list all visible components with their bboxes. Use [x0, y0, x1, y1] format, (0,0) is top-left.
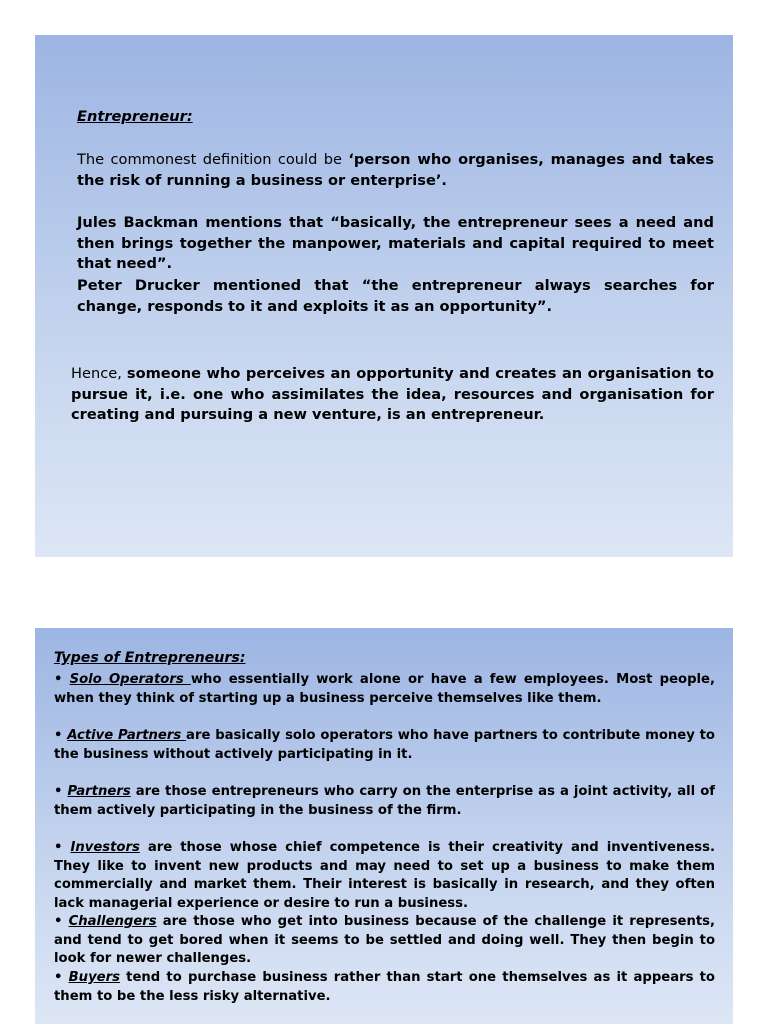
definition-quote: ‘person who organises, manages and takes the risk of running a business or enterprise’. — [77, 151, 714, 189]
bullet: • — [54, 914, 69, 929]
list-item — [54, 671, 715, 708]
slide-types-of-entrepreneurs — [35, 628, 733, 1024]
slide-entrepreneur-definition — [35, 35, 733, 557]
type-term: Challengers — [68, 914, 157, 929]
list-item — [54, 969, 715, 1006]
type-term: Partners — [67, 784, 131, 799]
conclusion-intro: Hence, — [71, 365, 127, 382]
type-term: Investors — [70, 840, 140, 855]
bullet: • — [54, 784, 68, 799]
list-item — [54, 727, 715, 764]
type-term: Solo Operators — [69, 672, 191, 687]
list-item — [54, 783, 715, 820]
type-description: who essentially work alone or have a few employees. Most people, when they think of starting up a business perceive themselves like them. — [54, 672, 715, 706]
type-term: Active Partners — [67, 728, 187, 743]
type-description: are those who get into business because of the challenge it represents, and tend to get bored when it seems to be settled and doing well. They then begin to look for newer challenges. — [54, 914, 715, 967]
backman-paragraph: Jules Backman mentions that “basically, the entrepreneur sees a need and then brings together the manpower, materials and capital required to meet that need”. — [77, 214, 714, 272]
bullet: • — [54, 728, 68, 743]
slide-heading: Types of Entrepreneurs: — [54, 650, 246, 666]
type-description: are basically solo operators who have partners to contribute money to the business without actively participating in it. — [54, 728, 715, 762]
definition-intro: The commonest definition could be — [77, 151, 349, 168]
bullet: • — [54, 672, 70, 687]
definition-paragraph — [77, 150, 714, 191]
bullet: • — [54, 840, 71, 855]
list-item — [54, 913, 715, 969]
bullet: • — [54, 970, 69, 985]
conclusion-paragraph — [71, 364, 714, 426]
list-item — [54, 839, 715, 914]
type-description: are those entrepreneurs who carry on the enterprise as a joint activity, all of them actively participating in the business of the firm. — [54, 784, 715, 818]
type-description: tend to purchase business rather than start one themselves as it appears to them to be the less risky alternative. — [54, 970, 715, 1004]
slide-heading: Entrepreneur: — [77, 108, 193, 125]
type-term: Buyers — [68, 970, 120, 985]
conclusion-text: someone who perceives an opportunity and creates an organisation to pursue it, i.e. one who assimilates the idea, resources and organisation for creating and pursuing a new venture, is an entrepreneur. — [71, 365, 714, 423]
type-description: are those whose chief competence is their creativity and inventiveness. They like to invent new products and may need to set up a business to make them commercially and market them. Their interest is basically in research, and they often lack managerial experience or desire to run a business. — [54, 840, 715, 912]
drucker-paragraph: Peter Drucker mentioned that “the entrepreneur always searches for change, responds to it and exploits it as an opportunity”. — [77, 277, 714, 315]
